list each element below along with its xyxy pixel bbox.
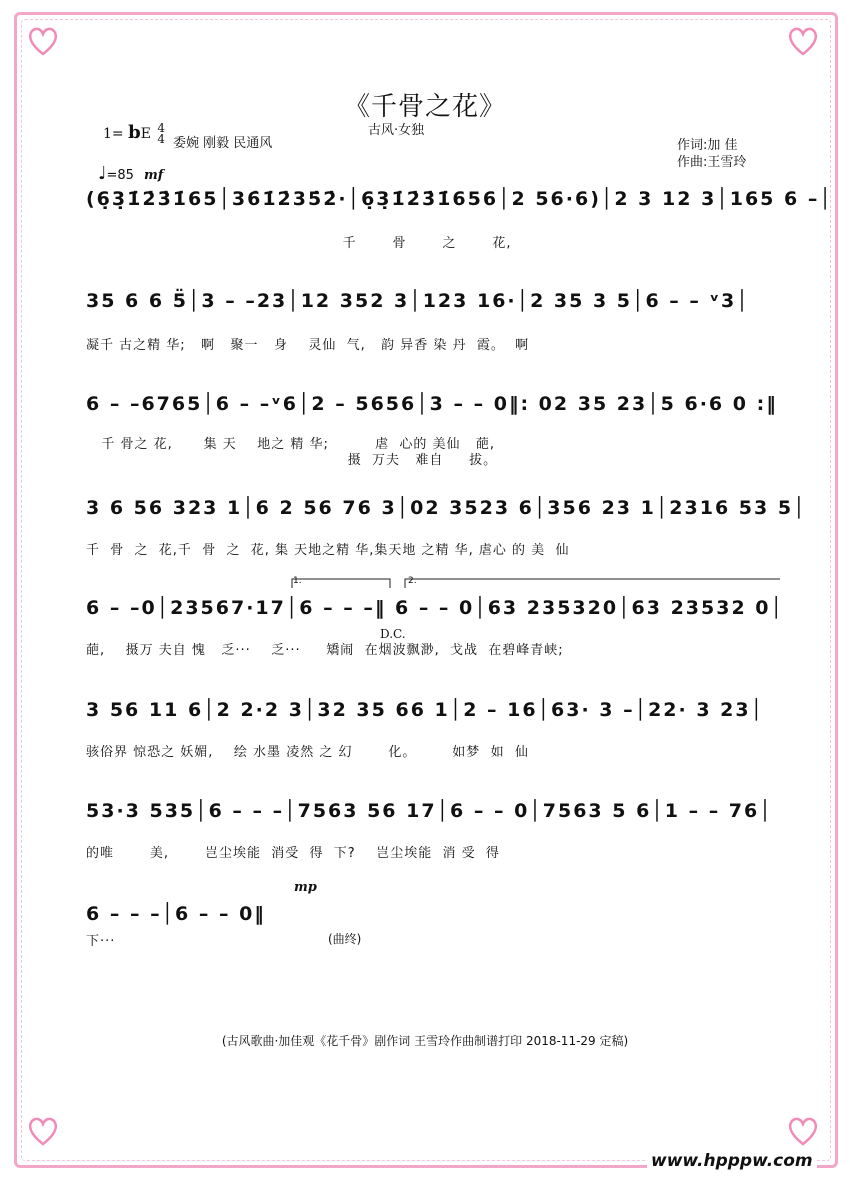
notation-line: 6 – –0│23567·17│6 – – –‖ 6 – – 0│63 235320│63 23532 0│: [86, 597, 784, 619]
notation-line: 35 6 6 5̈│3 – –23│12 352 3│123 16·│2 35 3 5│6 – – ᵛ3│: [86, 290, 750, 312]
lyrics-line-2: 摄 万夫 难自 拔。: [86, 453, 498, 468]
key-signature: 1= bE 4 4: [103, 121, 166, 146]
dynamic-marking-end: mp: [294, 880, 317, 895]
volta-brackets: [290, 576, 790, 590]
lyrics-line: 千 骨 之 花,: [86, 236, 512, 251]
lyrics-line: 的唯 美, 岂尘埃能 消受 得 下? 岂尘埃能 消 受 得: [86, 846, 500, 861]
score-row: [86, 903, 786, 975]
score-row: [86, 393, 786, 468]
lyrics-line: 凝千 古之精 华; 啊 聚一 身 灵仙 气, 韵 异香 染 丹 霞。 啊: [86, 338, 530, 353]
lyrics-line: 千 骨之 花, 集 天 地之 精 华; 虐 心的 美仙 葩,: [86, 437, 496, 452]
notation-line: (6̣3̣1̇2̇3̇1̇65│36̇1̇2̇35̇2̇·│6̣3̣1̇2̇3̇1̇656│2 56·6)│2 3 12 3│165 6 –│: [86, 188, 833, 210]
footer-note: (古风歌曲·加佳观《花千骨》剧作词 王雪玲作曲制谱打印 2018-11-29 定稿): [221, 1034, 629, 1048]
lyrics-line: 葩, 摄万 夫自 愧 乏··· 乏··· 矯闹 在烟波飘渺, 戈战 在碧峰青峡;: [86, 643, 564, 658]
page-frame: [14, 12, 838, 1168]
lyrics-line: 骇俗界 惊恐之 妖媚, 绘 水墨 凌然 之 幻 化。 如梦 如 仙: [86, 745, 529, 760]
end-label: (曲终): [328, 932, 362, 946]
score-row: [86, 597, 786, 669]
score-row: [86, 290, 786, 362]
lyricist-credit: 作词:加 佳: [677, 138, 738, 153]
heart-icon: [26, 1114, 60, 1148]
quarter-note-icon: ♩: [98, 163, 107, 184]
watermark-url: www.hpppw.com: [647, 1151, 817, 1171]
lyrics-line: 千 骨 之 花,千 骨 之 花, 集 天地之精 华,集天地 之精 华, 虐心 的 美 仙: [86, 543, 570, 558]
da-capo-marking: D.C.: [380, 627, 406, 641]
time-signature: 4 4: [157, 121, 166, 146]
notation-line: 3 56 11 6│2 2·2 3│32 35 66 1│2 – 16│63· 3 –│22· 3 23│: [86, 699, 765, 721]
dynamic-marking: mf: [143, 168, 164, 183]
score-row: [86, 188, 833, 260]
volta-2-label: 2.: [408, 576, 417, 586]
heart-icon: [786, 24, 820, 58]
score-row: [86, 699, 786, 771]
song-subtitle: 古风·女独: [368, 123, 425, 138]
notation-line: 53·3 535│6 – – –│7563 56 17│6 – – 0│7563 5 6│1 – – 76│: [86, 800, 773, 822]
notation-line: 3 6 56 323 1│6 2 56 76 3│02 3523 6│356 23 1│2316 53 5│: [86, 497, 807, 519]
score-row: [86, 800, 786, 872]
tempo-marking: ♩=85 mf: [98, 163, 164, 184]
lyrics-line: 下···: [86, 934, 116, 949]
notation-line: 6 – – –│6 – – 0‖: [86, 903, 266, 925]
score-row: [86, 497, 807, 569]
volta-1-label: 1.: [293, 576, 302, 586]
heart-icon: [26, 24, 60, 58]
style-description: 委婉 刚毅 民通风: [173, 136, 273, 151]
heart-icon: [786, 1114, 820, 1148]
composer-credit: 作曲:王雪玲: [677, 155, 747, 170]
notation-line: 6 – –6765│6 – –ᵛ6│2 – 5656│3 – – 0‖: 02 35 23│5 6·6 0 :‖: [86, 393, 778, 415]
song-title: 《千骨之花》: [343, 92, 506, 122]
